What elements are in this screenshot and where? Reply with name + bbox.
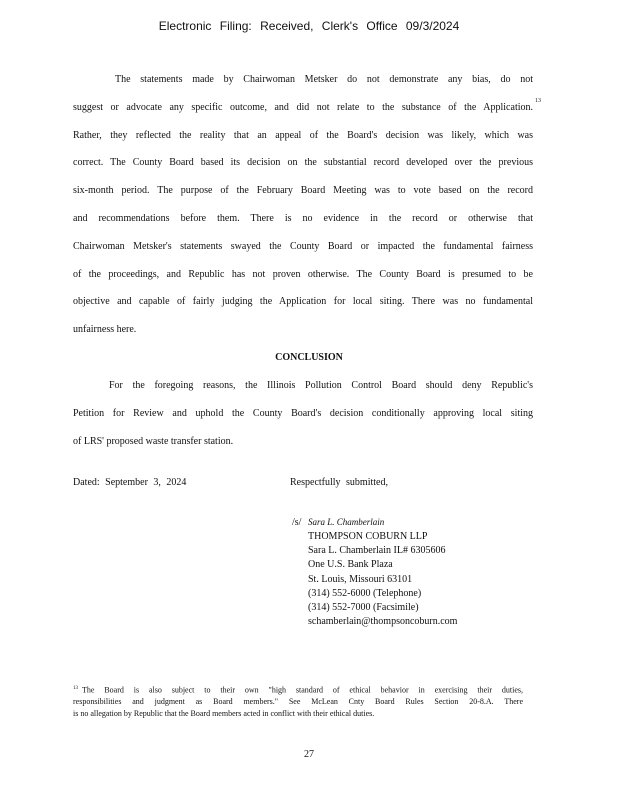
paragraph-line: suggest or advocate any specific outcome, and did not relate to the substance of the Application. — [73, 101, 533, 113]
paragraph-line: unfairness here. — [73, 324, 137, 336]
paragraph-line: six-month period. The purpose of the February Board Meeting was to vote based on the record — [73, 185, 533, 197]
paragraph-line: objective and capable of fairly judging the Application for local siting. There was no fundamental — [73, 296, 533, 308]
footnote-line: responsibilities and judgment as Board members." See McLean Cnty Board Rules Section 20-8.A. There — [73, 697, 523, 707]
footnote-reference: 13 — [535, 98, 541, 104]
signature-prefix: /s/ — [292, 517, 302, 528]
paragraph-line: The statements made by Chairwoman Metsker do not demonstrate any bias, do not — [115, 74, 533, 85]
footnote-line: is no allegation by Republic that the Board members acted in conflict with their ethical duties. — [73, 708, 375, 718]
footnote — [73, 683, 523, 719]
footnote-number: 13 — [73, 686, 78, 691]
paragraph-line: and recommendations before them. There is no evidence in the record or otherwise that — [73, 212, 533, 224]
email: schamberlain@thompsoncoburn.com — [308, 616, 458, 628]
paragraph-line: of the proceedings, and Republic has not proven otherwise. The County Board is presumed to be — [73, 268, 533, 280]
paragraph-line: For the foregoing reasons, the Illinois Pollution Control Board should deny Republic's — [109, 380, 533, 391]
date-line: Dated: September 3, 2024 — [73, 477, 187, 488]
signature-line — [292, 517, 384, 528]
paragraph-line: of LRS' proposed waste transfer station. — [73, 435, 234, 447]
argument-paragraph — [73, 66, 533, 344]
paragraph-line: Chairwoman Metsker's statements swayed the County Board or impacted the fundamental fairness — [73, 240, 533, 252]
conclusion-paragraph — [73, 372, 533, 455]
attorney-name: Sara L. Chamberlain IL# 6305606 — [308, 545, 446, 557]
paragraph-line: Petition for Review and uphold the County Board's decision conditionally approving local siting — [73, 407, 533, 419]
filing-header: Electronic Filing: Received, Clerk's Office 09/3/2024 — [158, 19, 460, 33]
signature-name: Sara L. Chamberlain — [307, 517, 385, 527]
facsimile: (314) 552-7000 (Facsimile) — [308, 602, 419, 614]
firm-name: THOMPSON COBURN LLP — [308, 531, 428, 542]
signature-block — [308, 530, 457, 629]
paragraph-line: Rather, they reflected the reality that an appeal of the Board's decision was likely, which was — [73, 129, 533, 141]
paragraph-line: correct. The County Board based its decision on the substantial record developed over the previous — [73, 157, 533, 169]
street-address: One U.S. Bank Plaza — [308, 559, 393, 571]
section-heading: CONCLUSION — [275, 352, 343, 363]
closing-line: Respectfully submitted, — [290, 477, 388, 488]
telephone: (314) 552-6000 (Telephone) — [308, 587, 422, 599]
city-state-zip: St. Louis, Missouri 63101 — [308, 573, 413, 585]
footnote-line: The Board is also subject to their own "high standard of ethical behavior in exercising their duties, — [82, 685, 523, 695]
page-number: 27 — [304, 749, 314, 760]
